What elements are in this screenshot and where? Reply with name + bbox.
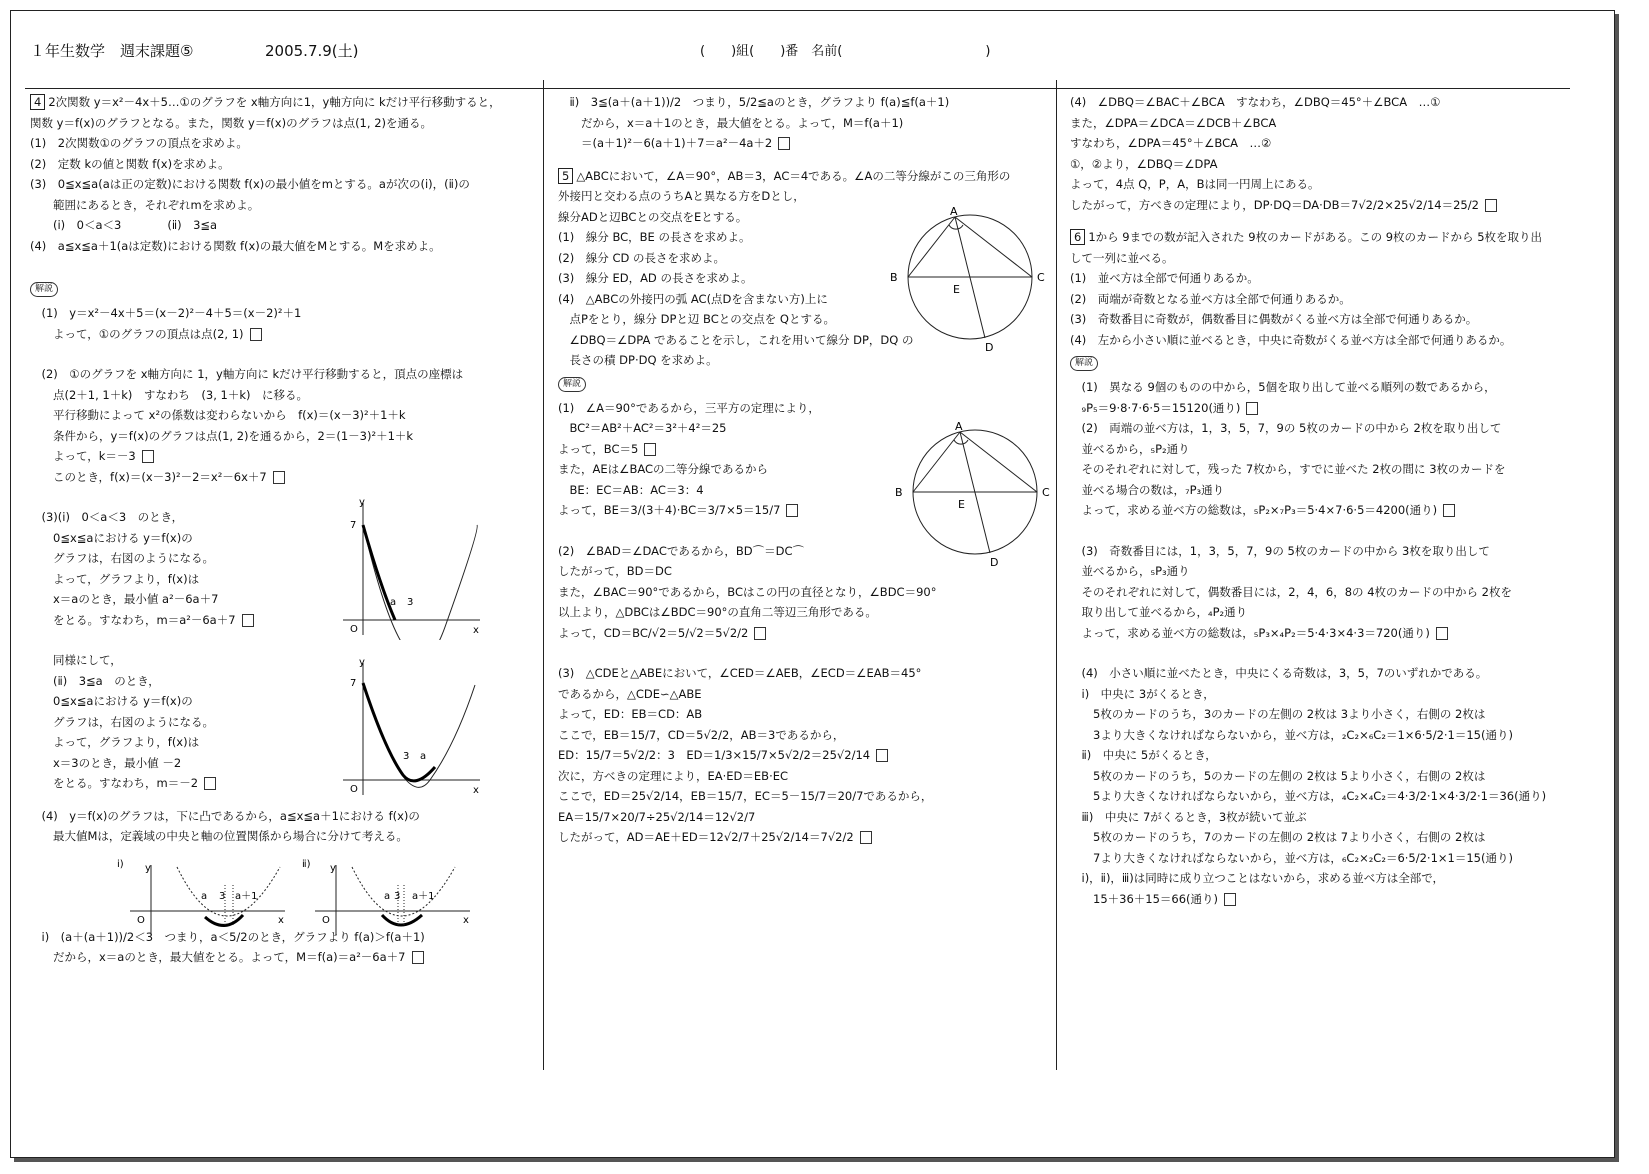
line-text: 線分ADと辺BCとの交点をEとする。 <box>558 209 748 224</box>
tick-3: 3 <box>403 751 410 762</box>
answer-mark-icon <box>204 777 216 790</box>
point-E: E <box>958 498 965 511</box>
line-text: よって，BE＝3/(3＋4)·BC＝3/7×5＝15/7 <box>558 503 781 517</box>
line-text: (2) ∠BAD＝∠DACであるから，BD⌒＝DC⌒ <box>558 543 804 558</box>
line-text: x＝3のとき，最小値 －2 <box>30 755 182 770</box>
line-text: よって，ED：EB＝CD：AB <box>558 707 703 721</box>
line-text: グラフは，右図のようになる。 <box>30 551 214 565</box>
line-text: ⅰ)，ⅱ)，ⅲ)は同時に成り立つことはないから，求める並べ方は全部で， <box>1070 871 1445 885</box>
answer-mark-icon <box>1443 504 1455 517</box>
text-line <box>1070 154 1570 175</box>
problem-number: 6 <box>1070 229 1085 245</box>
line-text: よって，CD＝BC/√2＝5/√2＝5√2/2 <box>558 625 749 640</box>
line-text: (3) 線分 ED，AD の長さを求めよ。 <box>558 271 753 285</box>
line-text: ⅰ) 中央に 3がくるとき， <box>1070 686 1215 701</box>
line-text: また，∠DPA＝∠DCA＝∠DCB＋∠BCA <box>1070 115 1277 130</box>
line-text: (1) 並べ方は全部で何通りあるか。 <box>1070 271 1259 285</box>
answer-mark-icon <box>1224 893 1236 906</box>
line-text: 15＋36＋15＝66(通り) <box>1070 891 1219 906</box>
line-text: 5枚のカードのうち，5のカードの左側の 2枚は 5より小さく，右側の 2枚は <box>1070 768 1486 783</box>
point-B: B <box>895 486 903 499</box>
point-C: C <box>1042 486 1050 499</box>
text-line <box>1070 330 1570 351</box>
line-text: 取り出して並べるから，₄P₂通り <box>1070 605 1248 619</box>
text-line <box>30 947 538 968</box>
line-text: 同様にして， <box>30 653 122 667</box>
point-E: E <box>953 283 960 296</box>
text-line <box>30 364 538 385</box>
line-text: ⅰ) (a＋(a＋1))/2＜3 つまり，a＜5/2のとき，グラフより f(a)＞f(a＋1) <box>30 929 425 944</box>
line-text: (1) ∠A＝90°であるから，三平方の定理により， <box>558 400 820 415</box>
point-A: A <box>950 205 958 218</box>
answer-mark-icon <box>860 831 872 844</box>
text-line <box>30 826 538 847</box>
student-name-line: ( )組( )番 名前( ) <box>700 44 991 59</box>
answer-mark-icon <box>412 951 424 964</box>
tick-3: 3 <box>219 891 226 902</box>
text-line <box>1070 113 1570 134</box>
line-text: (4) ∠DBQ＝∠BAC＋∠BCA すなわち，∠DBQ＝45°＋∠BCA …① <box>1070 95 1441 109</box>
line-text: すなわち，∠DPA＝45°＋∠BCA …② <box>1070 136 1272 150</box>
line-text: そのそれぞれに対して，残った 7枚から，すでに並べた 2枚の間に 3枚のカードを <box>1070 462 1506 476</box>
tick-a: a <box>420 751 427 762</box>
solution-heading <box>1070 350 1570 377</box>
line-text: (ⅰ) 0＜a＜3 (ⅱ) 3≦a <box>30 218 218 232</box>
text-line <box>558 704 1053 725</box>
answer-mark-icon <box>1246 402 1258 415</box>
text-line <box>1070 289 1570 310</box>
point-A: A <box>955 420 963 433</box>
line-text: 範囲にあるとき，それぞれmを求めよ。 <box>30 197 260 212</box>
answer-mark-icon <box>754 627 766 640</box>
line-text: よって，グラフより，f(x)は <box>30 735 200 749</box>
line-text: をとる。すなわち，m＝a²－6a＋7 <box>30 612 236 627</box>
text-line <box>1070 848 1570 869</box>
axis-y-label: y <box>359 497 365 508</box>
text-line <box>30 806 538 827</box>
tick-a: a <box>390 597 397 608</box>
tick-3: 3 <box>394 891 401 902</box>
line-text: 3より大きくなければならないから，並べ方は，₂C₂×₆C₂＝1×6·5/2·1＝15(通り) <box>1070 727 1513 742</box>
line-text: (1) 線分 BC，BE の長さを求めよ。 <box>558 230 751 244</box>
line-text: 2次関数 y＝x²－4x＋5…①のグラフを x軸方向に1，y軸方向に kだけ平行移動すると， <box>48 95 501 109</box>
solution-badge: 解説 <box>30 282 58 297</box>
text-line <box>30 236 538 257</box>
line-text: 0≦x≦aにおける y＝f(x)の <box>30 694 193 708</box>
worksheet-title: １年生数学 週末課題⑤ <box>30 42 194 60</box>
text-line <box>558 133 1053 154</box>
line-text: であるから，△CDE∽△ABE <box>558 686 702 701</box>
text-line <box>30 195 538 216</box>
line-text: (2) ①のグラフを x軸方向に 1，y軸方向に kだけ平行移動すると，頂点の座標は <box>30 367 464 381</box>
line-text: (2) 両端が奇数となる並べ方は全部で何通りあるか。 <box>1070 291 1351 306</box>
problem-statement <box>558 166 1053 187</box>
line-text: (4) 小さい順に並べたとき，中央にくる奇数は，3，5，7のいずれかである。 <box>1070 666 1488 680</box>
line-text: 外接円と交わる点のうちAと異なる方をDとし， <box>558 189 805 203</box>
text-line <box>30 446 538 467</box>
text-line <box>30 385 538 406</box>
spacer <box>558 643 1053 663</box>
line-text: (2) 定数 kの値と関数 f(x)を求めよ。 <box>30 156 230 171</box>
line-text: 1から 9までの数が記入された 9枚のカードがある。この 9枚のカードから 5枚を取り出 <box>1088 230 1543 244</box>
line-text: 平行移動によって x²の係数は変わらないから f(x)＝(x－3)²＋1＋k <box>30 408 406 422</box>
origin-label: O <box>137 915 145 926</box>
problem-number: 4 <box>30 94 45 110</box>
spacer <box>558 154 1053 166</box>
text-line <box>30 426 538 447</box>
answer-mark-icon <box>644 443 656 456</box>
text-line <box>1070 663 1570 684</box>
text-line <box>1070 377 1570 398</box>
answer-mark-icon <box>876 749 888 762</box>
text-line <box>558 684 1053 705</box>
line-text: (3)(ⅰ) 0＜a＜3 のとき， <box>30 510 184 524</box>
text-line <box>1070 309 1570 330</box>
problem-statement <box>30 92 538 113</box>
text-line <box>1070 459 1570 480</box>
text-line <box>30 405 538 426</box>
text-line <box>1070 684 1570 705</box>
line-text: x＝aのとき，最小値 a²－6a＋7 <box>30 592 219 606</box>
point-B: B <box>890 271 898 284</box>
line-text: (3) 奇数番目には，1，3，5，7，9の 5枚のカードの中から 3枚を取り出して <box>1070 543 1490 558</box>
axis-y-label: y <box>359 657 365 668</box>
case-label: ⅰ) <box>117 859 124 870</box>
answer-mark-icon <box>786 504 798 517</box>
line-text: EA＝15/7×20/7÷25√2/14＝12√2/7 <box>558 809 756 824</box>
answer-mark-icon <box>142 450 154 463</box>
tick-a: a <box>201 891 208 902</box>
text-line <box>558 113 1053 134</box>
line-text: (2) 線分 CD の長さを求めよ。 <box>558 250 725 265</box>
line-text: して一列に並べる。 <box>1070 250 1174 265</box>
line-text: 並べるから，₅P₃通り <box>1070 564 1190 578</box>
line-text: 5より大きくなければならないから，並べ方は，₄C₂×₄C₂＝4·3/2·1×4·3/2·1＝36(通り) <box>1070 789 1547 803</box>
axis-y-label: y <box>330 863 336 874</box>
spacer <box>1070 643 1570 663</box>
axis-x-label: x <box>473 625 479 636</box>
answer-mark-icon <box>250 328 262 341</box>
text-line <box>558 92 1053 113</box>
text-line <box>558 766 1053 787</box>
spacer <box>30 344 538 364</box>
line-text: だから，x＝aのとき，最大値をとる。よって，M＝f(a)＝a²－6a＋7 <box>30 950 406 964</box>
text-line <box>558 827 1053 848</box>
origin-label: O <box>350 784 358 795</box>
text-line <box>1070 704 1570 725</box>
circle-figure-solution <box>890 420 1065 570</box>
line-text: ⅲ) 中央に 7がくるとき，3枚が続いて並ぶ <box>1070 809 1307 824</box>
line-text: ①，②より，∠DBQ＝∠DPA <box>1070 156 1218 171</box>
text-line <box>1070 133 1570 154</box>
text-line <box>30 467 538 488</box>
line-text: ＝(a＋1)²－6(a＋1)＋7＝a²－4a＋2 <box>558 136 773 150</box>
line-text: ED：15/7＝5√2/2：3 ED＝1/3×15/7×5√2/2＝25√2/14 <box>558 748 871 762</box>
text-line <box>1070 268 1570 289</box>
line-text: グラフは，右図のようになる。 <box>30 714 214 729</box>
line-text: また，AEは∠BACの二等分線であるから <box>558 462 769 476</box>
text-line <box>558 582 1053 603</box>
text-line <box>558 186 1053 207</box>
solution-heading <box>30 276 538 303</box>
line-text: したがって，BD＝DC <box>558 564 672 578</box>
line-text: 次に，方べきの定理により，EA·ED＝EB·EC <box>558 768 789 783</box>
circle-figure-problem <box>885 205 1060 355</box>
text-line <box>1070 623 1570 644</box>
text-line <box>558 602 1053 623</box>
problem-statement <box>1070 227 1570 248</box>
solution-badge: 解説 <box>1070 356 1098 371</box>
line-text: (4) a≦x≦a＋1(aは定数)における関数 f(x)の最大値をMとする。Mを求めよ。 <box>30 238 441 253</box>
text-line <box>1070 889 1570 910</box>
text-line <box>30 133 538 154</box>
tick-a: a <box>384 891 391 902</box>
text-line <box>558 663 1053 684</box>
text-line <box>558 807 1053 828</box>
point-D: D <box>985 341 994 354</box>
text-line <box>1070 786 1570 807</box>
text-line <box>1070 398 1570 419</box>
line-text: (1) 異なる 9個のものの中から，5個を取り出して並べる順列の数であるから， <box>1070 380 1496 394</box>
line-text: (3) 奇数番目に奇数が，偶数番目に偶数がくる並べ方は全部で何通りあるか。 <box>1070 312 1478 326</box>
answer-mark-icon <box>1485 199 1497 212</box>
line-text: (2) 両端の並べ方は，1，3，5，7，9の 5枚のカードの中から 2枚を取り出して <box>1070 421 1502 435</box>
spacer <box>1070 215 1570 227</box>
line-text: 5枚のカードのうち，7のカードの左側の 2枚は 7より小さく，右側の 2枚は <box>1070 830 1486 844</box>
answer-mark-icon <box>1436 627 1448 640</box>
line-text: ここで，EB＝15/7，CD＝5√2/2，AB＝3であるから， <box>558 727 845 742</box>
line-text: 関数 y＝f(x)のグラフとなる。また，関数 y＝f(x)のグラフは点(1, 2)を通る。 <box>30 115 432 130</box>
line-text: 点(2＋1, 1＋k) すなわち (3, 1＋k) に移る。 <box>30 387 308 402</box>
line-text: よって，求める並べ方の総数は，₅P₂×₇P₃＝5·4×7·6·5＝4200(通り) <box>1070 503 1438 517</box>
tick-7: 7 <box>350 678 357 689</box>
text-line <box>1070 868 1570 889</box>
worksheet-date: 2005.7.9(土) <box>265 42 359 60</box>
max-graph-case-2 <box>300 855 475 940</box>
axis-x-label: x <box>473 785 479 796</box>
origin-label: O <box>350 624 358 635</box>
line-text: また，∠BAC＝90°であるから，BCはこの円の直径となり，∠BDC＝90° <box>558 584 937 599</box>
text-line <box>1070 500 1570 521</box>
line-text: をとる。すなわち，m＝－2 <box>30 776 199 790</box>
column-divider-1 <box>543 80 544 1070</box>
text-line <box>558 398 1053 419</box>
line-text: 並べるから，₅P₂通り <box>1070 441 1190 456</box>
solution-badge: 解説 <box>558 377 586 392</box>
spacer <box>1070 521 1570 541</box>
line-text: (3) △CDEと△ABEにおいて，∠CED＝∠AEB，∠ECD＝∠EAB＝45° <box>558 666 922 680</box>
line-text: 以上より，△DBCは∠BDC＝90°の直角二等辺三角形である。 <box>558 605 877 619</box>
spacer <box>30 256 538 276</box>
answer-mark-icon <box>273 471 285 484</box>
line-text: (ⅱ) 3≦a のとき， <box>30 673 160 688</box>
line-text: ₉P₅＝9·8·7·6·5＝15120(通り) <box>1070 400 1241 415</box>
line-text: このとき，f(x)＝(x－3)²－2＝x²－6x＋7 <box>30 469 267 484</box>
line-text: 点Pをとり，線分 DPと辺 BCとの交点を Qとする。 <box>558 312 835 326</box>
text-line <box>30 154 538 175</box>
line-text: 0≦x≦aにおける y＝f(x)の <box>30 530 193 545</box>
line-text: ⅱ) 3≦(a＋(a＋1))/2 つまり，5/2≦aのとき，グラフより f(a)≦f(a＋1) <box>558 95 950 109</box>
axis-x-label: x <box>278 915 284 926</box>
column-problem-6 <box>1070 92 1570 1082</box>
header-rule <box>25 88 1570 89</box>
line-text: (4) 左から小さい順に並べるとき，中央に奇数がくる並べ方は全部で何通りあるか。 <box>1070 332 1512 347</box>
tick-7: 7 <box>350 520 357 531</box>
text-line <box>1070 766 1570 787</box>
text-line <box>30 215 538 236</box>
text-line <box>1070 541 1570 562</box>
text-line <box>1070 725 1570 746</box>
line-text: ∠DBQ＝∠DPA であることを示し，これを用いて線分 DP，DQ の <box>558 332 914 347</box>
line-text: ⅱ) 中央に 5がくるとき， <box>1070 748 1217 762</box>
text-line <box>1070 602 1570 623</box>
line-text: ここで，ED＝25√2/14，EB＝15/7，EC＝5－15/7＝20/7であるから， <box>558 789 933 803</box>
line-text: 条件から，y＝f(x)のグラフは点(1, 2)を通るから，2＝(1－3)²＋1＋k <box>30 428 414 443</box>
line-text: 最大値Mは，定義域の中央と軸の位置関係から場合に分けて考える。 <box>30 829 408 843</box>
line-text: BC²＝AB²＋AC²＝3²＋4²＝25 <box>558 421 727 435</box>
text-line <box>558 786 1053 807</box>
axis-x-label: x <box>463 915 469 926</box>
text-line <box>558 745 1053 766</box>
text-line <box>1070 439 1570 460</box>
answer-mark-icon <box>778 137 790 150</box>
line-text: (3) 0≦x≦a(aは正の定数)における関数 f(x)の最小値をmとする。aが次の(ⅰ)，(ⅱ)の <box>30 177 470 191</box>
text-line <box>1070 195 1570 216</box>
line-text: よって，①のグラフの頂点は点(2, 1) <box>30 326 244 341</box>
tick-a-plus-1: a＋1 <box>412 891 435 902</box>
line-text: △ABCにおいて，∠A＝90°，AB＝3，AC＝4である。∠Aの二等分線がこの三角形の <box>576 168 1011 183</box>
text-line <box>30 174 538 195</box>
answer-mark-icon <box>242 614 254 627</box>
problem-number: 5 <box>558 168 573 184</box>
line-text: 長さの積 DP·DQ を求めよ。 <box>558 353 718 367</box>
text-line <box>1070 827 1570 848</box>
origin-label: O <box>322 915 330 926</box>
text-line <box>558 725 1053 746</box>
text-line <box>1070 582 1570 603</box>
tick-3: 3 <box>407 597 414 608</box>
line-text: よって，求める並べ方の総数は，₅P₃×₄P₂＝5·4·3×4·3＝720(通り) <box>1070 625 1430 640</box>
line-text: したがって，AD＝AE＋ED＝12√2/7＋25√2/14＝7√2/2 <box>558 830 854 844</box>
tick-a-plus-1: a＋1 <box>235 891 258 902</box>
text-line <box>1070 418 1570 439</box>
text-line <box>30 324 538 345</box>
line-text: だから，x＝a＋1のとき，最大値をとる。よって，M＝f(a＋1) <box>558 115 904 130</box>
text-line <box>1070 480 1570 501</box>
text-line <box>30 303 538 324</box>
point-D: D <box>990 556 999 569</box>
line-text: 7より大きくなければならないから，並べ方は，₆C₂×₂C₂＝6·5/2·1×1＝15(通り) <box>1070 850 1513 865</box>
solution-heading <box>558 371 1053 398</box>
line-text: よって，BC＝5 <box>558 441 639 456</box>
parabola-graph-case-2 <box>335 655 485 800</box>
text-line <box>30 113 538 134</box>
point-C: C <box>1037 271 1045 284</box>
text-line <box>1070 248 1570 269</box>
text-line <box>1070 92 1570 113</box>
line-text: そのそれぞれに対して，偶数番目には，2，4，6，8の 4枚のカードの中から 2枚を <box>1070 584 1512 599</box>
line-text: 並べる場合の数は，₇P₃通り <box>1070 482 1225 497</box>
parabola-graph-case-1 <box>335 495 485 640</box>
axis-y-label: y <box>145 863 151 874</box>
text-line <box>1070 807 1570 828</box>
line-text: よって，グラフより，f(x)は <box>30 571 200 586</box>
line-text: BE：EC＝AB：AC＝3：4 <box>558 482 704 497</box>
line-text: (1) 2次関数①のグラフの頂点を求めよ。 <box>30 136 248 150</box>
text-line <box>1070 745 1570 766</box>
max-graph-case-1 <box>115 855 290 940</box>
line-text: (4) y＝f(x)のグラフは，下に凸であるから，a≦x≦a＋1における f(x)の <box>30 808 420 823</box>
text-line <box>1070 174 1570 195</box>
line-text: よって，4点 Q，P，A，Bは同一円周上にある。 <box>1070 177 1320 191</box>
line-text: (4) △ABCの外接円の弧 AC(点Dを含まない方)上に <box>558 291 828 306</box>
line-text: したがって，方べきの定理により，DP·DQ＝DA·DB＝7√2/2×25√2/14＝25/2 <box>1070 197 1479 212</box>
line-text: (1) y＝x²－4x＋5＝(x－2)²－4＋5＝(x－2)²＋1 <box>30 306 302 320</box>
case-label: ⅱ) <box>302 859 311 870</box>
text-line <box>1070 561 1570 582</box>
text-line <box>558 623 1053 644</box>
line-text: 5枚のカードのうち，3のカードの左側の 2枚は 3より小さく，右側の 2枚は <box>1070 707 1486 721</box>
line-text: よって，k＝－3 <box>30 449 136 463</box>
